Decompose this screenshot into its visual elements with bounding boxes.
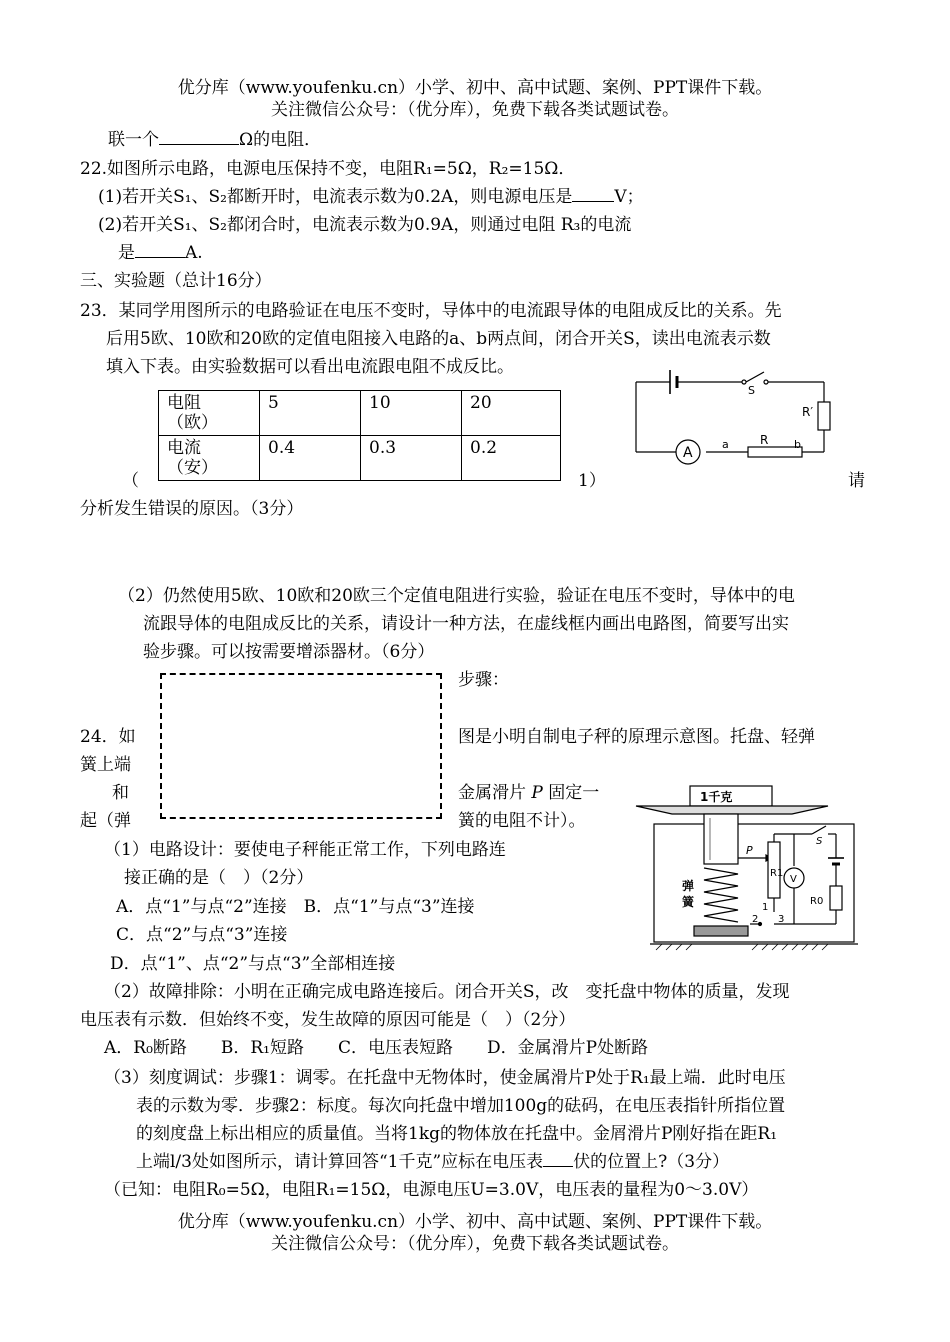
q22-p2b-post: A.: [185, 243, 203, 263]
circuit-point-a: a: [722, 438, 729, 451]
q24-right-3: 金属滑片 P 固定一: [458, 783, 600, 803]
q24-right-1: 图是小明自制电子秤的原理示意图。托盘、轻弹: [458, 727, 815, 747]
q24-p3-line-3: 的刻度盘上标出相应的质量值。当将1kg的物体放在托盘中。金屑滑片P刚好指在距R₁: [136, 1124, 778, 1144]
q23-p2-line-2: 流跟导体的电阻成反比的关系，请设计一种方法，在虚线框内画出电路图，简要写出实: [143, 614, 789, 634]
q24-left-3: 和: [112, 783, 129, 803]
q22-p1-pre: (1)若开关S₁、S₂都断开时，电流表示数为0.2A，则电源电压是: [98, 187, 573, 207]
q24-p1-line-2: 接正确的是（ ）（2分）: [124, 868, 314, 888]
q21-blank[interactable]: [159, 128, 239, 145]
q24-scale-diagram: [632, 780, 862, 950]
table-cell: 0.2: [462, 436, 561, 481]
q24-right-4: 簧的电阻不计）。: [458, 811, 586, 831]
answer-drawing-box[interactable]: [160, 673, 442, 819]
q24-left-4: 起（弹: [80, 811, 131, 831]
q23-line-1: 23．某同学用图所示的电路验证在电压不变时，导体中的电流跟导体的电阻成反比的关系。先: [80, 301, 782, 321]
q23-line-3: 填入下表。由实验数据可以看出电流跟电阻不成反比。: [106, 357, 514, 377]
r1-label: R1: [770, 868, 784, 879]
q24-p1-line-1: （1）电路设计：要使电子秤能正常工作，下列电路连: [104, 840, 506, 860]
ammeter-symbol: A: [683, 445, 693, 461]
tray-mass-label: 1千克: [700, 790, 733, 804]
circuit-point-b: b: [794, 438, 801, 451]
q24-known-values: （已知：电阻R₀=5Ω，电阻R₁=15Ω，电源电压U=3.0V，电压表的量程为0～3.0V）: [104, 1180, 759, 1200]
q22-p2b-pre: 是: [118, 243, 135, 263]
q24-left-2: 簧上端: [80, 755, 131, 775]
q23-p1-please: 请: [848, 471, 865, 491]
q22-p1-post: V；: [614, 187, 644, 207]
table-cell: 0.3: [361, 436, 462, 481]
q23-line-2: 后用5欧、10欧和20欧的定值电阻接入电路的a、b两点间，闭合开关S，读出电流表示数: [106, 329, 771, 349]
table-row-resistance: [159, 391, 561, 436]
table-cell: 0.4: [260, 436, 361, 481]
footer-line-1: 优分库（www.youfenku.cn）小学、初中、高中试题、案例、PPT课件下载。: [177, 1212, 773, 1232]
q24-voltage-blank[interactable]: [543, 1150, 573, 1167]
table-cell: 5: [260, 391, 361, 436]
q22-part1: [98, 185, 644, 209]
terminal-3: 3: [778, 914, 785, 925]
circuit-resistor-label: R: [760, 433, 769, 447]
q24-p2-line-2: 电压表有示数．但始终不变，发生故障的原因可能是（ ）（2分）: [80, 1010, 576, 1030]
switch-s-label: S: [816, 836, 823, 847]
q23-p1-number: 1）: [578, 471, 606, 491]
q24-p2-line-1: （2）故障排除：小明在正确完成电路连接后。闭合开关S，改 变托盘中物体的质量，发现: [104, 982, 790, 1002]
table-label-current: 电流 （安）: [159, 436, 260, 481]
q22-stem: 22.如图所示电路，电源电压保持不变，电阻R₁=5Ω，R₂=15Ω．: [80, 159, 576, 179]
table-row-current: [159, 436, 561, 481]
q21-pre: 联一个: [108, 130, 159, 150]
header-line-2: 关注微信公众号：（优分库），免费下载各类试题试卷。: [271, 100, 679, 120]
q21-post: Ω的电阻．: [239, 130, 322, 150]
section-3-title: 三、实验题（总计16分）: [80, 271, 272, 291]
r0-label: R0: [810, 896, 824, 907]
q24-p3-line-2: 表的示数为零．步骤2：标度。每次向托盘中增加100g的砝码，在电压表指针所指位置: [136, 1096, 786, 1116]
q24-left-1: 24．如: [80, 727, 136, 747]
q24-p3-line-4: 上端l/3处如图所示，请计算回答“1千克”应标在电压表 伏的位置上?（3分）: [136, 1152, 730, 1172]
circuit-switch-label: S: [748, 384, 755, 397]
header-line-1: 优分库（www.youfenku.cn）小学、初中、高中试题、案例、PPT课件下载。: [177, 78, 773, 98]
table-cell: 20: [462, 391, 561, 436]
q23-p1-line-2: 分析发生错误的原因。（3分）: [80, 499, 304, 519]
q24-options-ab: A．点“1”与点“2”连接 B．点“1”与点“3”连接: [116, 897, 475, 917]
slider-p-label: P: [746, 844, 753, 857]
table-cell: 10: [361, 391, 462, 436]
q24-p3-line-1: （3）刻度调试：步骤1：调零。在托盘中无物体时，使金属滑片P处于R₁最上端．此时电压: [104, 1068, 786, 1088]
q23-circuit-diagram: [632, 368, 832, 468]
terminal-2: 2: [752, 914, 759, 925]
footer-line-2: 关注微信公众号：（优分库），免费下载各类试题试卷。: [271, 1234, 679, 1254]
q24-p2-options: A．R₀断路 B．R₁短路 C．电压表短路 D．金属滑片P处断路: [104, 1038, 649, 1058]
q22-p1-blank[interactable]: [572, 185, 614, 202]
steps-label: 步骤：: [458, 670, 509, 690]
spring-label-1: 弹: [682, 879, 695, 893]
q22-part2: (2)若开关S₁、S₂都闭合时，电流表示数为0.9A，则通过电阻 R₃的电流: [98, 215, 632, 235]
q24-option-c: C．点“2”与点“3”连接: [116, 925, 288, 945]
q22-p2-blank[interactable]: [135, 241, 185, 258]
table-label-resistance: 电阻 （欧）: [159, 391, 260, 436]
circuit-rprime-label: R′: [802, 405, 814, 419]
spring-label-2: 簧: [682, 895, 695, 909]
data-table: [158, 390, 561, 481]
voltmeter-symbol: V: [790, 874, 797, 885]
q21-tail: [108, 128, 321, 152]
q24-option-d: D．点“1”、点“2”与点“3”全部相连接: [110, 954, 396, 974]
terminal-1: 1: [762, 902, 769, 913]
q23-p2-line-3: 验步骤。可以按需要增添器材。（6分）: [143, 642, 435, 662]
q23-p2-line-1: （2）仍然使用5欧、10欧和20欧三个定值电阻进行实验，验证在电压不变时，导体中的电: [118, 586, 795, 606]
q22-part2b: [118, 241, 203, 265]
q23-p1-open: （: [122, 471, 139, 491]
